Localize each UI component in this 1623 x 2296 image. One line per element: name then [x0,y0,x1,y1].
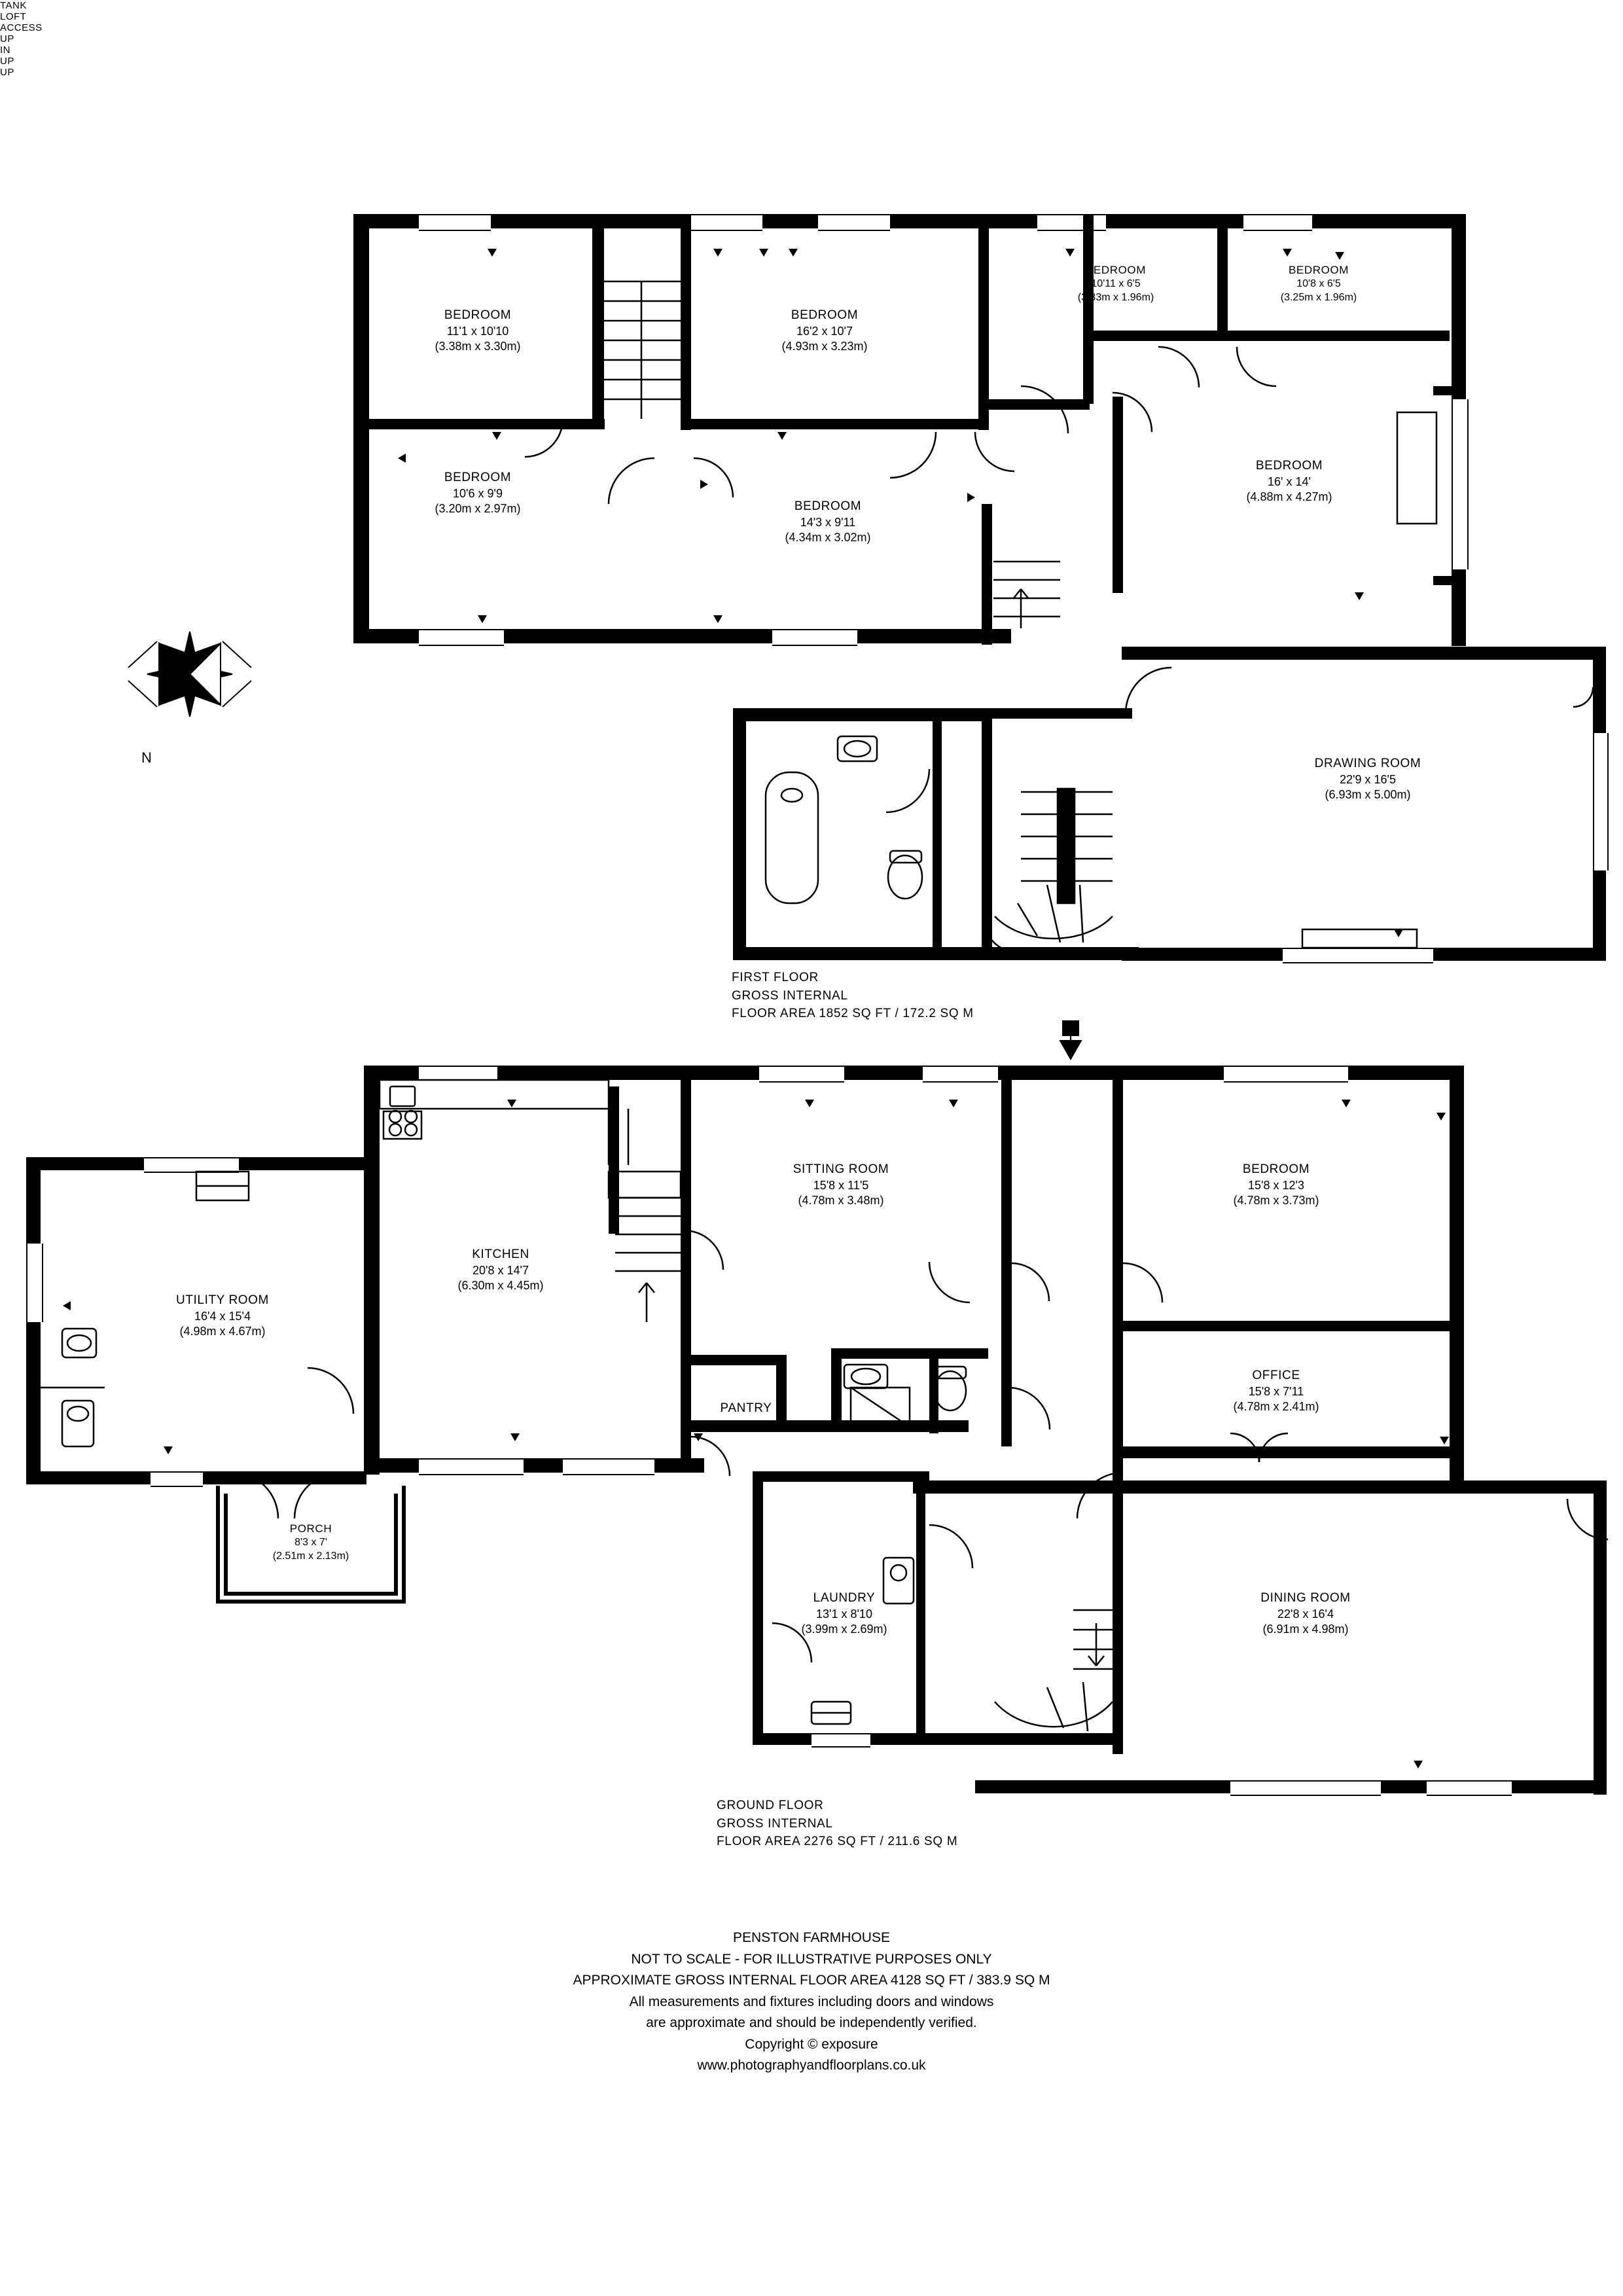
window [419,1066,497,1083]
wall [1123,1446,1450,1458]
wall [982,708,992,957]
porch-wall [216,1486,220,1604]
wall [681,1355,785,1365]
wall [1113,397,1123,593]
wall [609,1086,619,1234]
staircase [993,562,1060,628]
wall [831,1348,842,1424]
staircase [995,1610,1122,1731]
loft-access-label: LOFT [0,11,27,22]
ground-floor-caption: GROUND FLOOR GROSS INTERNAL FLOOR AREA 2276 SQ FT / 211.6 SQ M [717,1799,958,1849]
window [1243,214,1312,231]
wall [1594,1480,1607,1795]
laundry-fittings [812,1558,914,1724]
window [151,1471,203,1487]
window [812,1733,870,1748]
window [1427,1780,1512,1796]
wall [733,947,1139,960]
wall [831,1348,988,1359]
wall [982,504,992,645]
room-label: BEDROOM 16' x 14' (4.88m x 4.27m) [1246,459,1332,504]
window [419,1458,524,1475]
porch-wall [394,1494,398,1596]
window [144,1157,239,1173]
staircase [604,281,681,419]
wall [978,399,1090,410]
window [818,214,890,231]
porch-wall [402,1486,406,1604]
window [1283,948,1433,963]
wall [1083,214,1094,404]
footer-line: All measurements and fixtures including doors and windows [629,1994,994,2009]
footer-line: are approximate and should be independently verified. [646,2015,977,2031]
room-label: KITCHEN 20'8 x 14'7 (6.30m x 4.45m) [457,1247,544,1293]
wall [753,1733,1119,1745]
wall [933,720,942,949]
wall [1083,331,1450,341]
window [1224,1066,1348,1083]
wall [978,214,989,430]
room-label: BEDROOM 15'8 x 12'3 (4.78m x 3.73m) [1233,1162,1319,1208]
room-label: BEDROOM 14'3 x 9'11 (4.34m x 3.02m) [785,499,871,545]
footer-block [0,1928,1623,2077]
room-label: DRAWING ROOM 22'9 x 16'5 (6.93m x 5.00m) [1314,757,1421,802]
room-label: PANTRY [720,1401,772,1415]
entrance-in-label: IN [0,45,10,56]
wall [369,419,605,429]
wall [982,708,1132,719]
wall [681,1420,969,1432]
wall [1433,576,1466,585]
first-floor-caption: FIRST FLOOR GROSS INTERNAL FLOOR AREA 1852 SQ FT / 172.2 SQ M [732,971,974,1021]
up-label: UP [0,67,14,78]
bathroom-fittings [766,736,922,903]
wall [913,1480,1607,1494]
wall [681,1080,691,1473]
wall [1123,1321,1450,1331]
loft-access-label: ACCESS [0,22,43,33]
wall [592,214,604,427]
wall [1122,647,1606,660]
entrance-arrow [1060,1021,1081,1059]
wall [929,1348,938,1433]
window [26,1244,43,1322]
window [690,214,762,231]
porch-wall [224,1494,228,1596]
wall [753,1471,763,1740]
wall [681,214,691,430]
room-label: SITTING ROOM 15'8 x 11'5 (4.78m x 3.48m) [793,1162,889,1208]
bathroom-fittings [844,1365,966,1427]
room-label: BEDROOM 10'6 x 9'9 (3.20m x 2.97m) [435,471,521,516]
staircase [609,1172,681,1322]
wall [1113,1080,1123,1754]
window [772,629,857,646]
staircase [995,789,1113,942]
footer-title: PENSTON FARMHOUSE [733,1930,890,1945]
room-label: PORCH 8'3 x 7' (2.51m x 2.13m) [272,1522,349,1562]
room-label: UTILITY ROOM 16'4 x 15'4 (4.98m x 4.67m) [176,1293,269,1338]
porch-wall [216,1600,406,1604]
window [419,214,491,231]
wall [681,419,988,429]
porch-wall [224,1592,398,1596]
window [563,1458,654,1475]
room-label: LAUNDRY 13'1 x 8'10 (3.99m x 2.69m) [801,1591,887,1636]
window [419,629,504,646]
wall [353,214,369,643]
footer-line: APPROXIMATE GROSS INTERNAL FLOOR AREA 4128 SQ FT / 383.9 SQ M [573,1973,1050,1988]
room-label: BEDROOM 10'11 x 6'5 (3.33m x 1.96m) [1077,264,1154,303]
svg-text:N: N [141,749,152,766]
window [923,1066,998,1083]
window [759,1066,844,1083]
wall [1450,1066,1464,1484]
wall [1433,386,1466,395]
up-label: UP [0,56,14,67]
wall [364,1066,380,1475]
room-label: BEDROOM 10'8 x 6'5 (3.25m x 1.96m) [1280,264,1357,303]
footer-copyright: Copyright © exposure [745,2036,878,2052]
wall [753,1471,929,1482]
room-label: DINING ROOM 22'8 x 16'4 (6.91m x 4.98m) [1260,1591,1351,1636]
up-label: UP [0,33,14,45]
window [1037,214,1106,231]
first-floor-plan [0,0,1623,1021]
footer-line: NOT TO SCALE - FOR ILLUSTRATIVE PURPOSES ONLY [631,1951,992,1967]
room-label: OFFICE 15'8 x 7'11 (4.78m x 2.41m) [1233,1369,1319,1414]
wall [1001,1080,1012,1446]
wall [733,708,991,721]
compass-rose [128,632,251,717]
room-label: BEDROOM 11'1 x 10'10 (3.38m x 3.30m) [435,308,521,353]
window [1452,399,1469,569]
kitchen-units [380,1080,628,1165]
tank-label: TANK [0,0,27,11]
wall [733,708,746,960]
footer-website[interactable]: www.photographyandfloorplans.co.uk [697,2058,926,2073]
window [1593,733,1609,870]
room-label: BEDROOM 16'2 x 10'7 (4.93m x 3.23m) [781,308,868,353]
window [1230,1780,1381,1796]
